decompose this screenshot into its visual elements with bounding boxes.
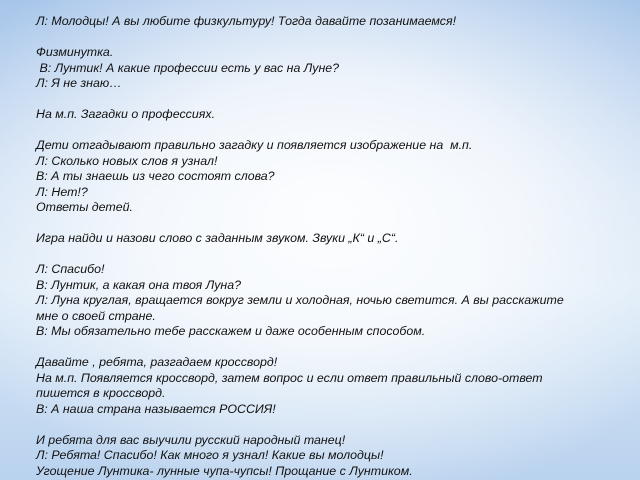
blank-line — [36, 123, 611, 139]
blank-line — [36, 417, 611, 433]
text-line: В: А наша страна называется РОССИЯ! — [36, 401, 276, 416]
text-line: Давайте , ребята, разгадаем кроссворд! — [36, 355, 278, 369]
text-line: Л: Нет!? — [36, 184, 88, 199]
text-line: Л: Луна круглая, вращается вокруг земли и холодная, ночью светится. А вы расскажите — [36, 293, 564, 307]
text-line: В: Лунтик, а какая она твоя Луна? — [36, 277, 242, 292]
text-line: пишется в кроссворд. — [36, 386, 166, 400]
text-line: Л: Сколько новых слов я узнал! — [36, 153, 218, 168]
text-line: Л: Молодцы! А вы любите физкультуру! Тогда давайте позанимаемся! — [36, 14, 457, 28]
blank-line — [36, 247, 611, 263]
text-line: В: Мы обязательно тебе расскажем и даже особенным способом. — [36, 324, 426, 338]
text-line: Ответы детей. — [36, 200, 133, 214]
blank-line — [36, 92, 611, 108]
slide-text-body — [36, 14, 611, 479]
text-line: Угощение Лунтика- лунные чупа-чупсы! Прощание с Лунтиком. — [36, 463, 413, 478]
text-line: Физминутка. — [36, 45, 114, 59]
text-line: В: А ты знаешь из чего состоят слова? — [36, 169, 275, 183]
text-line: На м.п. Загадки о профессиях. — [36, 107, 216, 121]
text-line: Игра найди и назови слово с заданным звуком. Звуки „К“ и „С“. — [36, 231, 399, 245]
text-line: В: Лунтик! А какие профессии есть у вас на Луне? — [36, 60, 340, 75]
text-line: Дети отгадывают правильно загадку и появляется изображение на м.п. — [36, 138, 473, 152]
blank-line — [36, 30, 611, 46]
text-line: Л: Я не знаю… — [36, 76, 122, 90]
blank-line — [36, 340, 611, 356]
text-line: На м.п. Появляется кроссворд, затем вопрос и если ответ правильный слово-ответ — [36, 370, 543, 385]
text-line: мне о своей стране. — [36, 308, 156, 323]
text-line: Л: Спасибо! — [36, 262, 105, 276]
text-line: Л: Ребята! Спасибо! Как много я узнал! Какие вы молодцы! — [36, 448, 384, 462]
text-line: И ребята для вас выучили русский народный танец! — [36, 432, 346, 447]
blank-line — [36, 216, 611, 232]
